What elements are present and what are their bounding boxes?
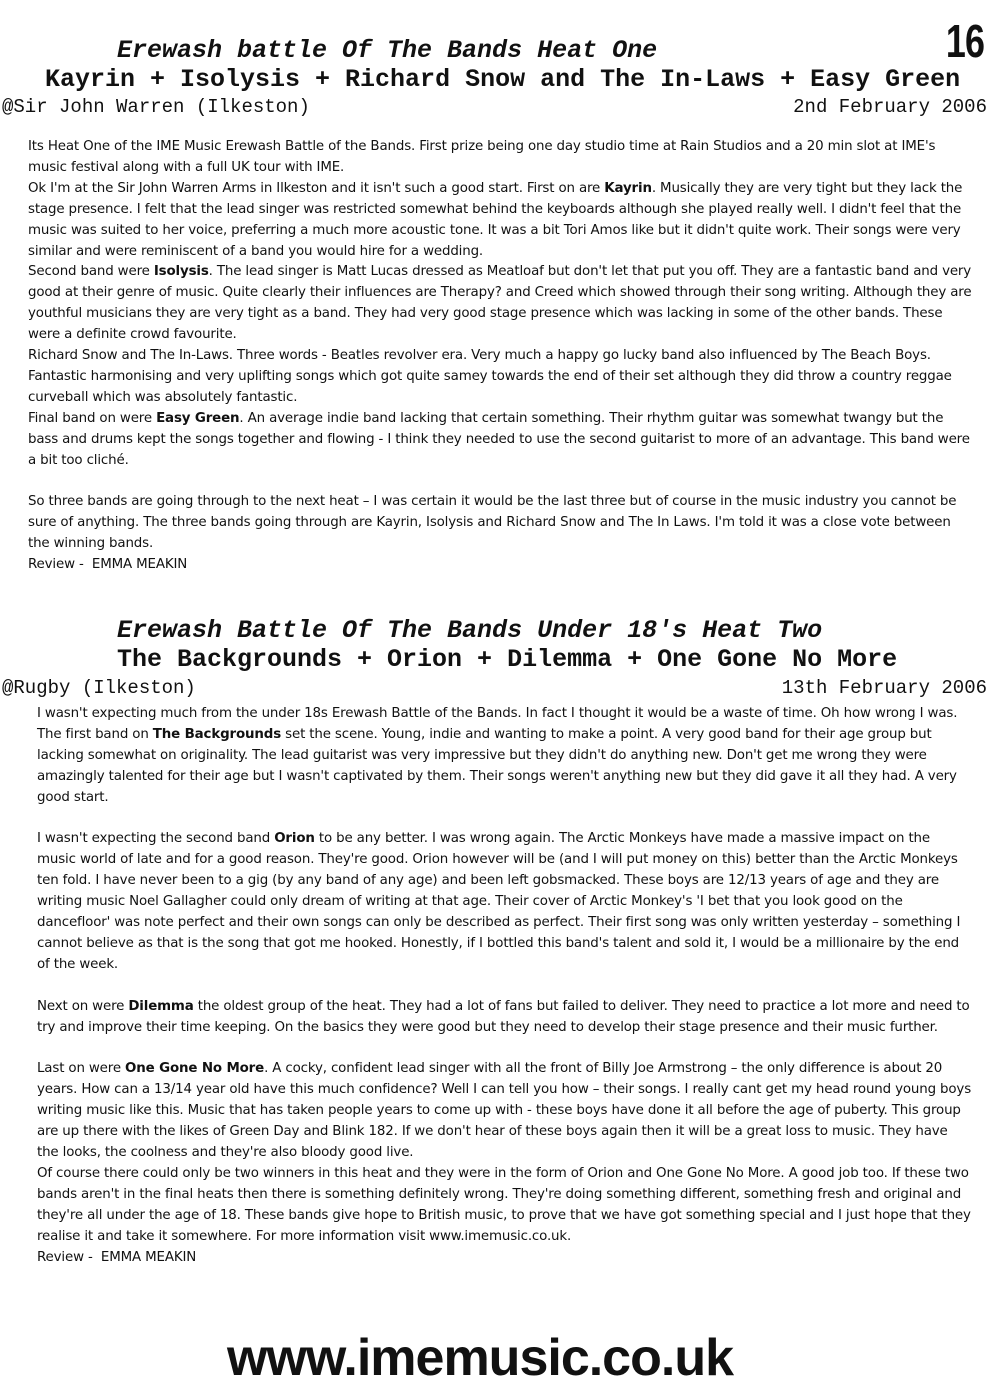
paragraph: Of course there could only be two winners in this heat and they were in the form of Orion and One Gone No More. A good job too. If these two bands aren't in the final heats then there is something definitely wrong. They're doing something different, something fresh and original and they're all under the age of 18. These bands give hope to British music, to prove that we have got something special and I just hope that they realise it and take it somewhere. For more information visit www.imemusic.co.uk. (37, 1165, 971, 1244)
section-title: Erewash Battle Of The Bands Under 18's Heat Two (117, 616, 823, 645)
band-name: Orion (274, 831, 315, 847)
review-credit: Review - EMMA MEAKIN (37, 1249, 197, 1265)
band-name: Kayrin (604, 180, 652, 196)
event-date: 2nd February 2006 (793, 96, 987, 118)
review-credit: Review - EMMA MEAKIN (28, 557, 188, 573)
page-number: 16 (945, 15, 984, 67)
bands-line: The Backgrounds + Orion + Dilemma + One Gone No More (117, 645, 898, 674)
paragraph: I wasn't expecting the second band Orion to be any better. I was wrong again. The Arctic Monkeys have made a massive impact on the music world of late and for a good reason. They're good. Orion however will be (and I will put money on this) better than the Arctic Monkeys ten fold. I have never been to a gig (by any band of any age) and been left gobsmacked. These boys are 12/13 years of age and they are writing music Noel Gallagher could only dream of writing at that age. Their cover of Arctic Monkey's 'I bet that you look good on the dancefloor' was note perfect and their own songs can only be described as perfect. Their first song was only written yesterday – something I cannot believe as that is the song that got me hooked. Honestly, if I bottled this band's talent and sold it, I would be a millionaire by the end of the week. (37, 831, 961, 972)
paragraph: Final band on were Easy Green. An average indie band lacking that certain something. Their rhythm guitar was somewhat twangy but the bass and drums kept the songs together and flowing - I think they needed to use the second guitarist to more of an advantage. This band were a bit too cliché. (28, 410, 970, 468)
paragraph: So three bands are going through to the next heat – I was certain it would be the last three but of course in the music industry you cannot be sure of anything. The three bands going through are Kayrin, Isolysis and Richard Snow and The In Laws. I'm told it was a close vote between the winning bands. (28, 494, 957, 552)
footer-website-url: www.imemusic.co.uk (226, 1329, 733, 1387)
venue-date-row (2, 95, 987, 119)
paragraph: I wasn't expecting much from the under 18s Erewash Battle of the Bands. In fact I thought it would be a waste of time. Oh how wrong I was. The first band on The Backgrounds set the scene. Young, indie and wanting to make a point. A very good band for their age group but lacking somewhat on originality. The lead guitarist was very impressive but they didn't do anything new. Don't get me wrong they were amazingly talented for their age but I wasn't captivated by them. Their songs weren't anything new but they did gave it all they had. A very good start. (37, 706, 958, 805)
paragraph: Last on were One Gone No More. A cocky, confident lead singer with all the front of Billy Joe Armstrong – the only difference is about 20 years. How can a 13/14 year old have this much confidence? Well I can tell you how – their songs. I really cant get my head round young boys writing music like this. Music that has taken people years to come up with - these boys have done it all before the age of puberty. This group are up there with the likes of Green Day and Blink 182. If we don't hear of these boys again then it will be a great loss to music. They have the looks, the coolness and they're also bloody good live. (37, 1061, 972, 1160)
paragraph: Next on were Dilemma the oldest group of the heat. They had a lot of fans but failed to deliver. They need to practice a lot more and need to try and improve their time keeping. On the basics they were good but they need to develop their stage presence and their music further. (37, 998, 970, 1035)
venue: @Rugby (Ilkeston) (2, 677, 196, 699)
band-name: One Gone No More (125, 1061, 265, 1077)
paragraph: Richard Snow and The In-Laws. Three words - Beatles revolver era. Very much a happy go lucky band also influenced by The Beach Boys. Fantastic harmonising and very uplifting songs which got quite samey towards the end of their set although they did throw a country reggae curveball which was absolutely fantastic. (28, 348, 952, 405)
section-title: Erewash battle Of The Bands Heat One (117, 36, 658, 65)
venue-date-row (2, 676, 987, 700)
paragraph: Second band were Isolysis. The lead singer is Matt Lucas dressed as Meatloaf but don't let that put you off. They are a fantastic band and very good at their genre of music. Quite clearly their influences are Therapy? and Creed which showed through their song writing. Although they are youthful musicians they are very tight as a band. They had very good stage presence which was lacking in some of the other bands. These were a definite crowd favourite. (28, 264, 972, 343)
article-body (28, 137, 972, 576)
event-date: 13th February 2006 (781, 677, 987, 699)
band-name: Dilemma (128, 998, 194, 1014)
band-name: The Backgrounds (152, 726, 282, 742)
paragraph: Its Heat One of the IME Music Erewash Battle of the Bands. First prize being one day studio time at Rain Studios and a 20 min slot at IME's music festival along with a full UK tour with IME. (28, 139, 936, 175)
bands-line: Kayrin + Isolysis + Richard Snow and The In-Laws + Easy Green (45, 65, 961, 94)
paragraph: Ok I'm at the Sir John Warren Arms in Ilkeston and it isn't such a good start. First on are Kayrin. Musically they are very tight but they lack the stage presence. I felt that the lead singer was restricted somewhat behind the keyboards although she played really well. I didn't feel that the music was suited to her voice, preferring a much more acoustic tone. It was a bit Tori Amos like but it didn't quite work. Their songs were very similar and were reminiscent of a band you would hire for a wedding. (28, 180, 963, 259)
venue: @Sir John Warren (Ilkeston) (2, 96, 310, 118)
band-name: Isolysis (153, 264, 209, 280)
band-name: Easy Green (156, 410, 240, 426)
article-body (37, 704, 972, 1268)
